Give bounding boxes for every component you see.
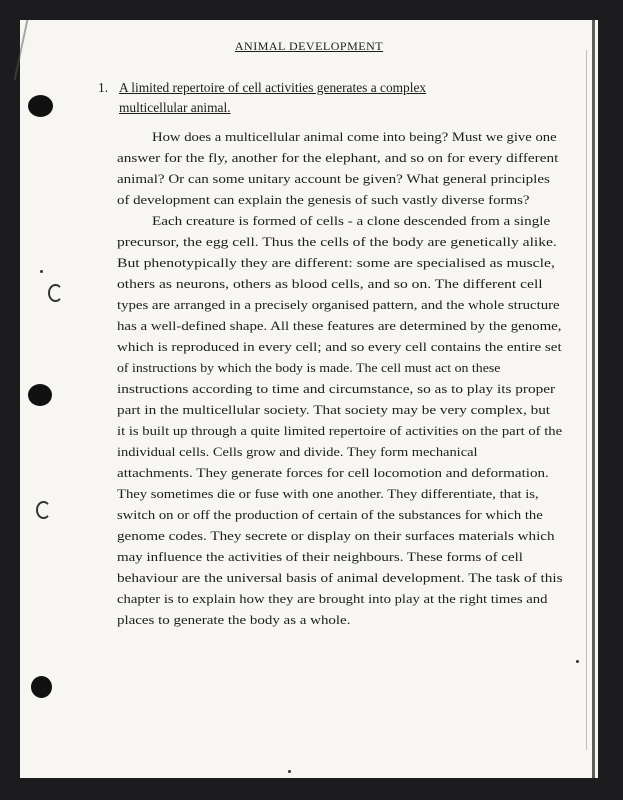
- body-line: instructions according to time and circumstance, so as to play its proper: [117, 382, 556, 396]
- body-line: Each creature is formed of cells - a clone descended from a single: [152, 214, 551, 228]
- body-line: precursor, the egg cell. Thus the cells of the body are genetically alike.: [117, 235, 557, 249]
- punch-hole-bottom: [31, 676, 52, 698]
- body-line: They sometimes die or fuse with one another. They differentiate, that is,: [117, 487, 539, 501]
- margin-dot-right: [576, 660, 579, 663]
- body-line: of instructions by which the body is made. The cell must act on these: [117, 361, 501, 375]
- bottom-dot: [288, 770, 291, 773]
- body-line: behaviour are the universal basis of animal development. The task of this: [117, 571, 563, 585]
- body-line: others as neurons, others as blood cells, and so on. The different cell: [117, 277, 543, 291]
- margin-dot-left: [40, 270, 43, 273]
- page-edge-line: [586, 50, 587, 750]
- body-line: chapter is to explain how they are brought into play at the right times and: [117, 592, 548, 606]
- body-line: How does a multicellular animal come into being? Must we give one: [152, 130, 557, 144]
- body-line: may influence the activities of their neighbours. These forms of cell: [117, 550, 523, 564]
- body-line: But phenotypically they are different: some are specialised as muscle,: [117, 256, 555, 270]
- document-title: ANIMAL DEVELOPMENT: [234, 39, 384, 53]
- body-line: of development can explain the genesis of such vastly diverse forms?: [117, 193, 530, 207]
- ring-mark-lower: [36, 501, 51, 519]
- document-page: [20, 20, 598, 778]
- section-heading-line-1: A limited repertoire of cell activities generates a complex: [119, 80, 427, 95]
- body-line: answer for the fly, another for the elephant, and so on for every different: [117, 151, 559, 165]
- section-heading-line-2: multicellular animal.: [119, 100, 231, 115]
- body-line: attachments. They generate forces for cell locomotion and deformation.: [117, 466, 549, 480]
- body-line: animal? Or can some unitary account be given? What general principles: [117, 172, 550, 186]
- body-line: which is reproduced in every cell; and so every cell contains the entire set: [117, 340, 562, 354]
- body-line: types are arranged in a precisely organised pattern, and the whole structure: [117, 298, 560, 312]
- punch-hole-top: [28, 95, 53, 117]
- section-number: 1.: [98, 80, 109, 95]
- body-line: genome codes. They secrete or display on their surfaces materials which: [117, 529, 555, 543]
- body-line: individual cells. Cells grow and divide. They form mechanical: [117, 445, 478, 459]
- ring-mark-upper: [48, 284, 63, 302]
- body-line: places to generate the body as a whole.: [117, 613, 351, 627]
- punch-hole-middle: [28, 384, 52, 406]
- body-line: part in the multicellular society. That society may be very complex, but: [117, 403, 551, 417]
- body-line: it is built up through a quite limited repertoire of activities on the part of the: [117, 424, 563, 438]
- body-line: switch on or off the production of certain of the substances for which the: [117, 508, 543, 522]
- body-line: has a well-defined shape. All these features are determined by the genome,: [117, 319, 562, 333]
- page-edge-shadow: [592, 20, 595, 778]
